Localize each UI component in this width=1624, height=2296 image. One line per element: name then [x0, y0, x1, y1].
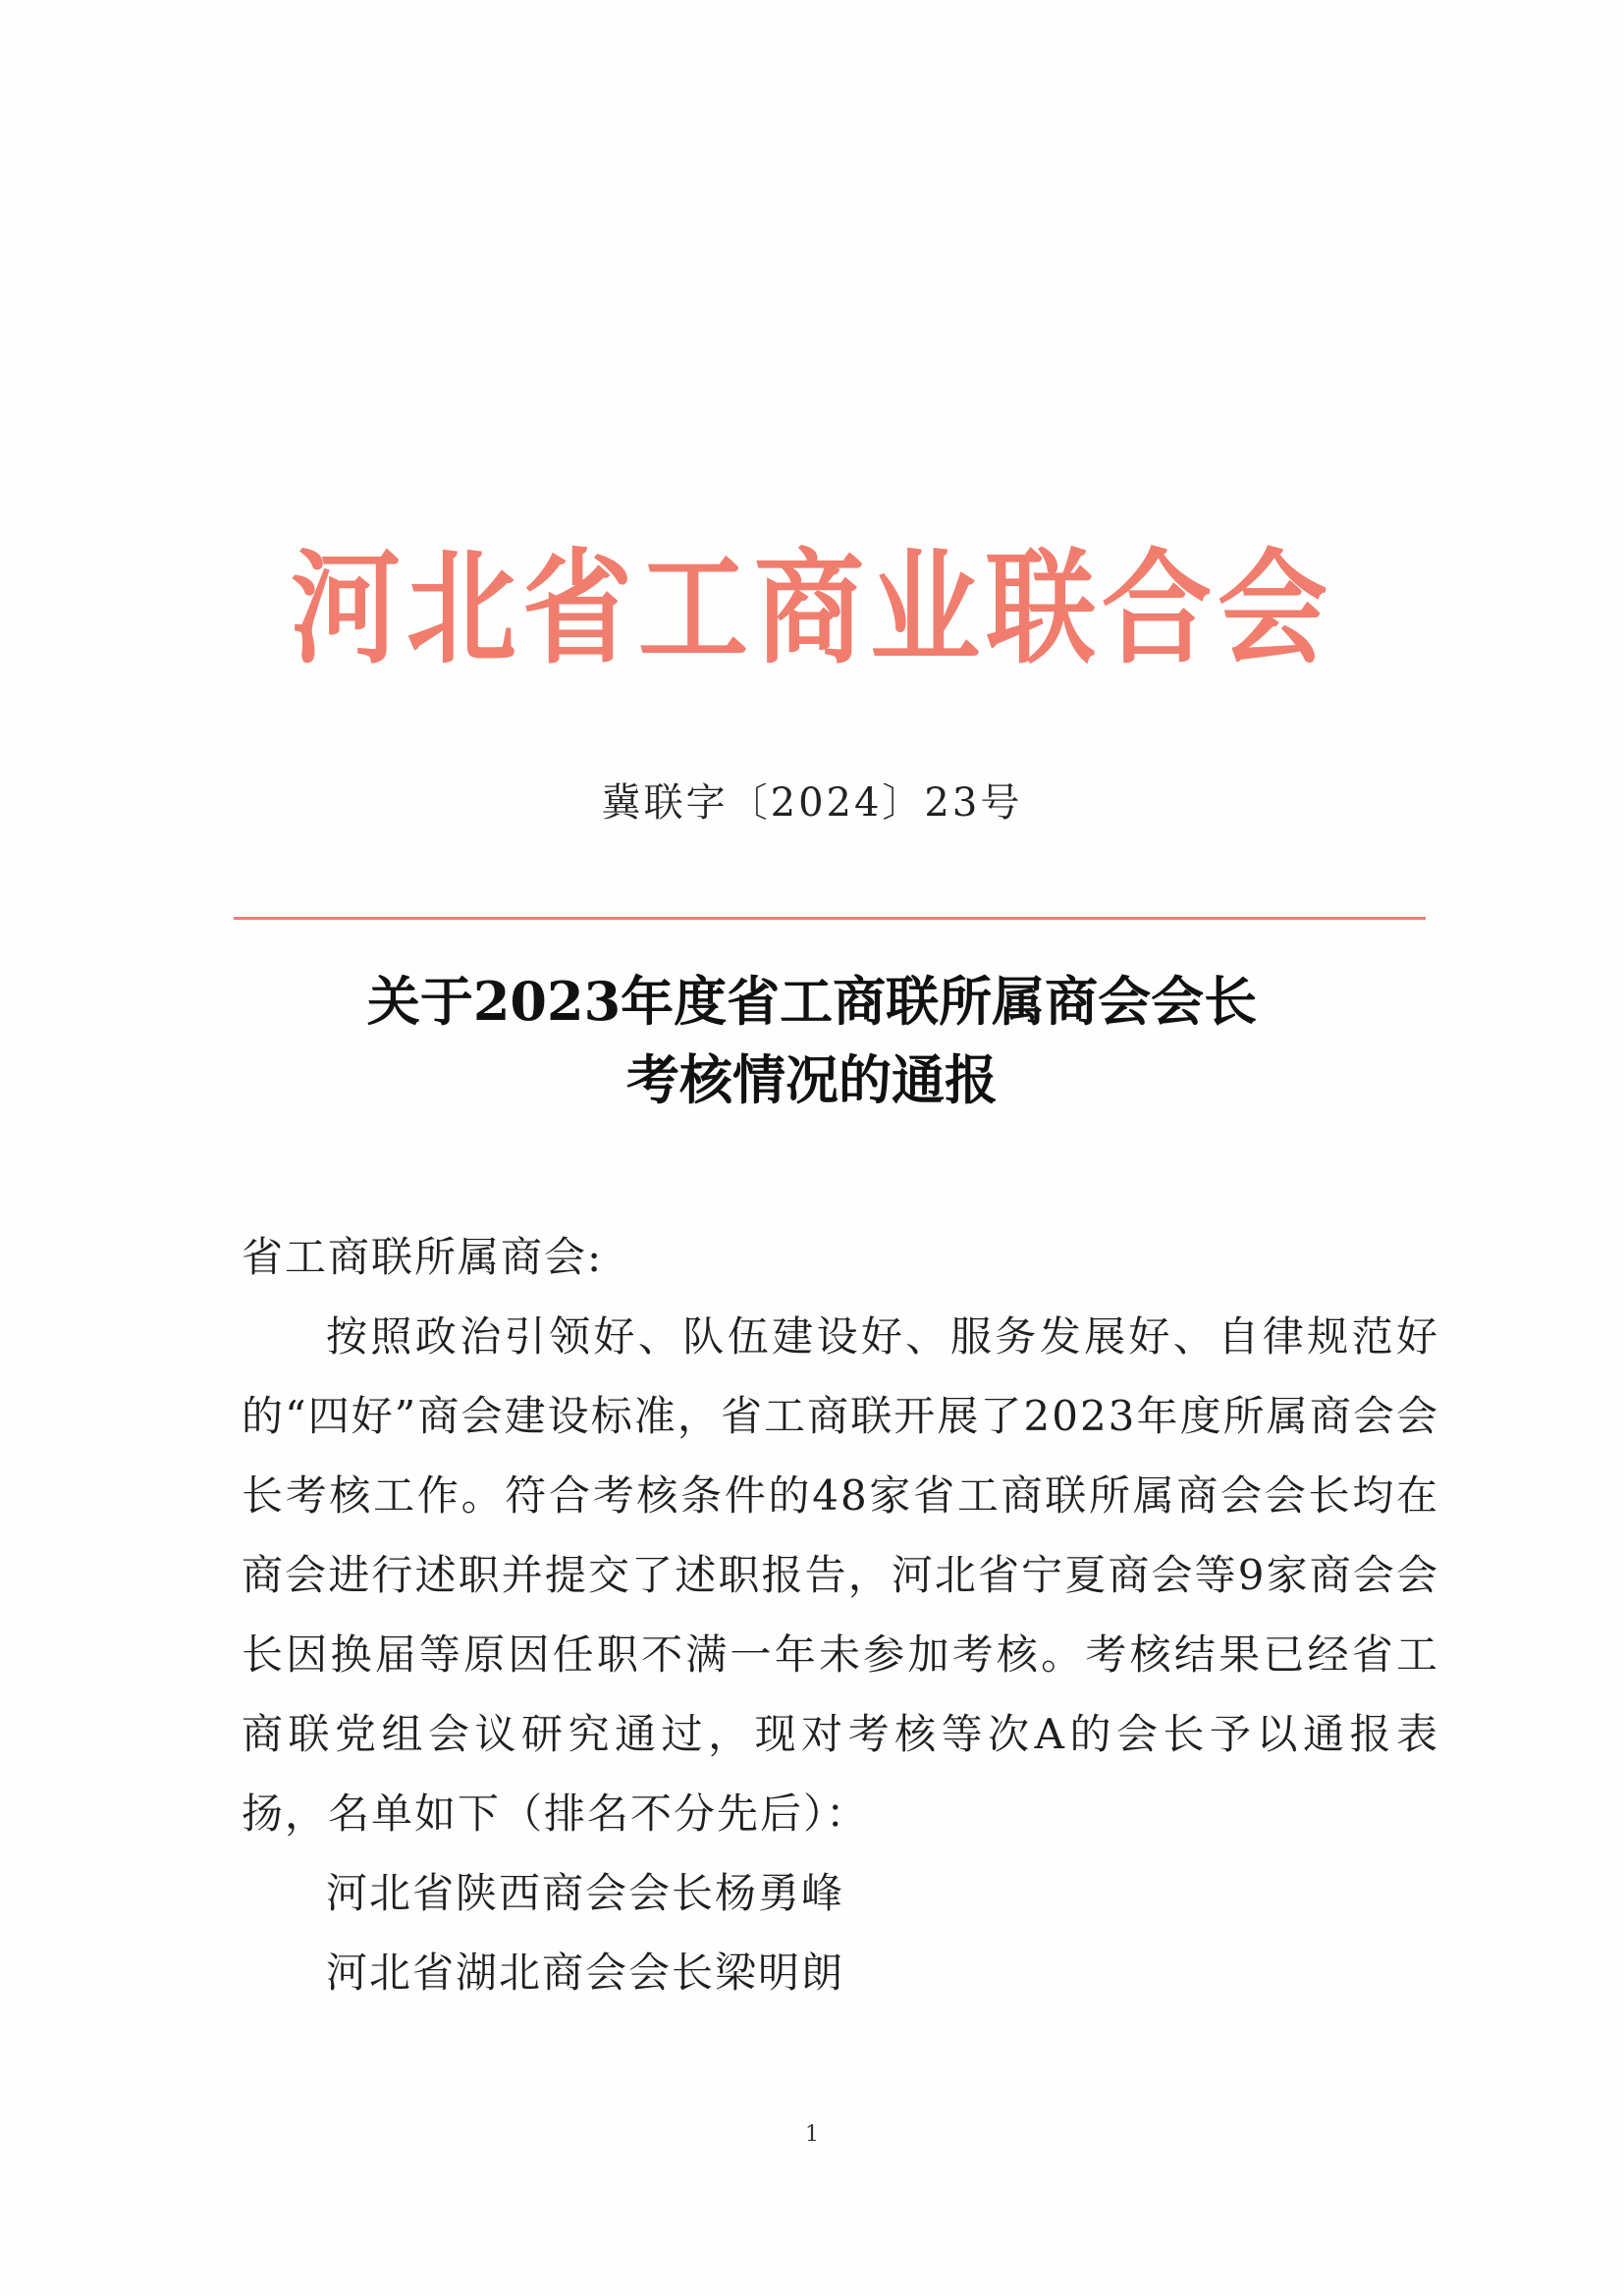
document-number: 冀联字〔2024〕23号: [601, 780, 1023, 826]
masthead-organization-name: 河北省工商业联合会: [291, 538, 1333, 681]
page-number: 1: [805, 2122, 819, 2147]
honoree-name-2: 河北省湖北商会会长梁明朗: [326, 1949, 845, 1997]
title-line-2: 考核情况的通报: [626, 1048, 998, 1111]
title-line-1: 关于2023年度省工商联所属商会会长: [366, 970, 1258, 1033]
body-paragraph: 按照政治引领好、队伍建设好、服务发展好、自律规范好的“四好”商会建设标准，省工商联开展了2023年度所属商会会长考核工作。符合考核条件的48家省工商联所属商会会长均在商会进行述职并提交了述职报告，河北省宁夏商会等9家商会会长因换届等原因任职不满一年未参加考核。考核结果已经省工商联党组会议研究通过，现对考核等次A的会长予以通报表扬，名单如下（排名不分先后）：: [242, 1312, 1439, 1838]
salutation: 省工商联所属商会:: [242, 1233, 604, 1281]
honoree-name-1: 河北省陕西商会会长杨勇峰: [326, 1869, 845, 1917]
red-divider-line: [234, 917, 1426, 920]
document-body: [242, 1217, 1439, 2012]
document-title: [0, 962, 1624, 1119]
